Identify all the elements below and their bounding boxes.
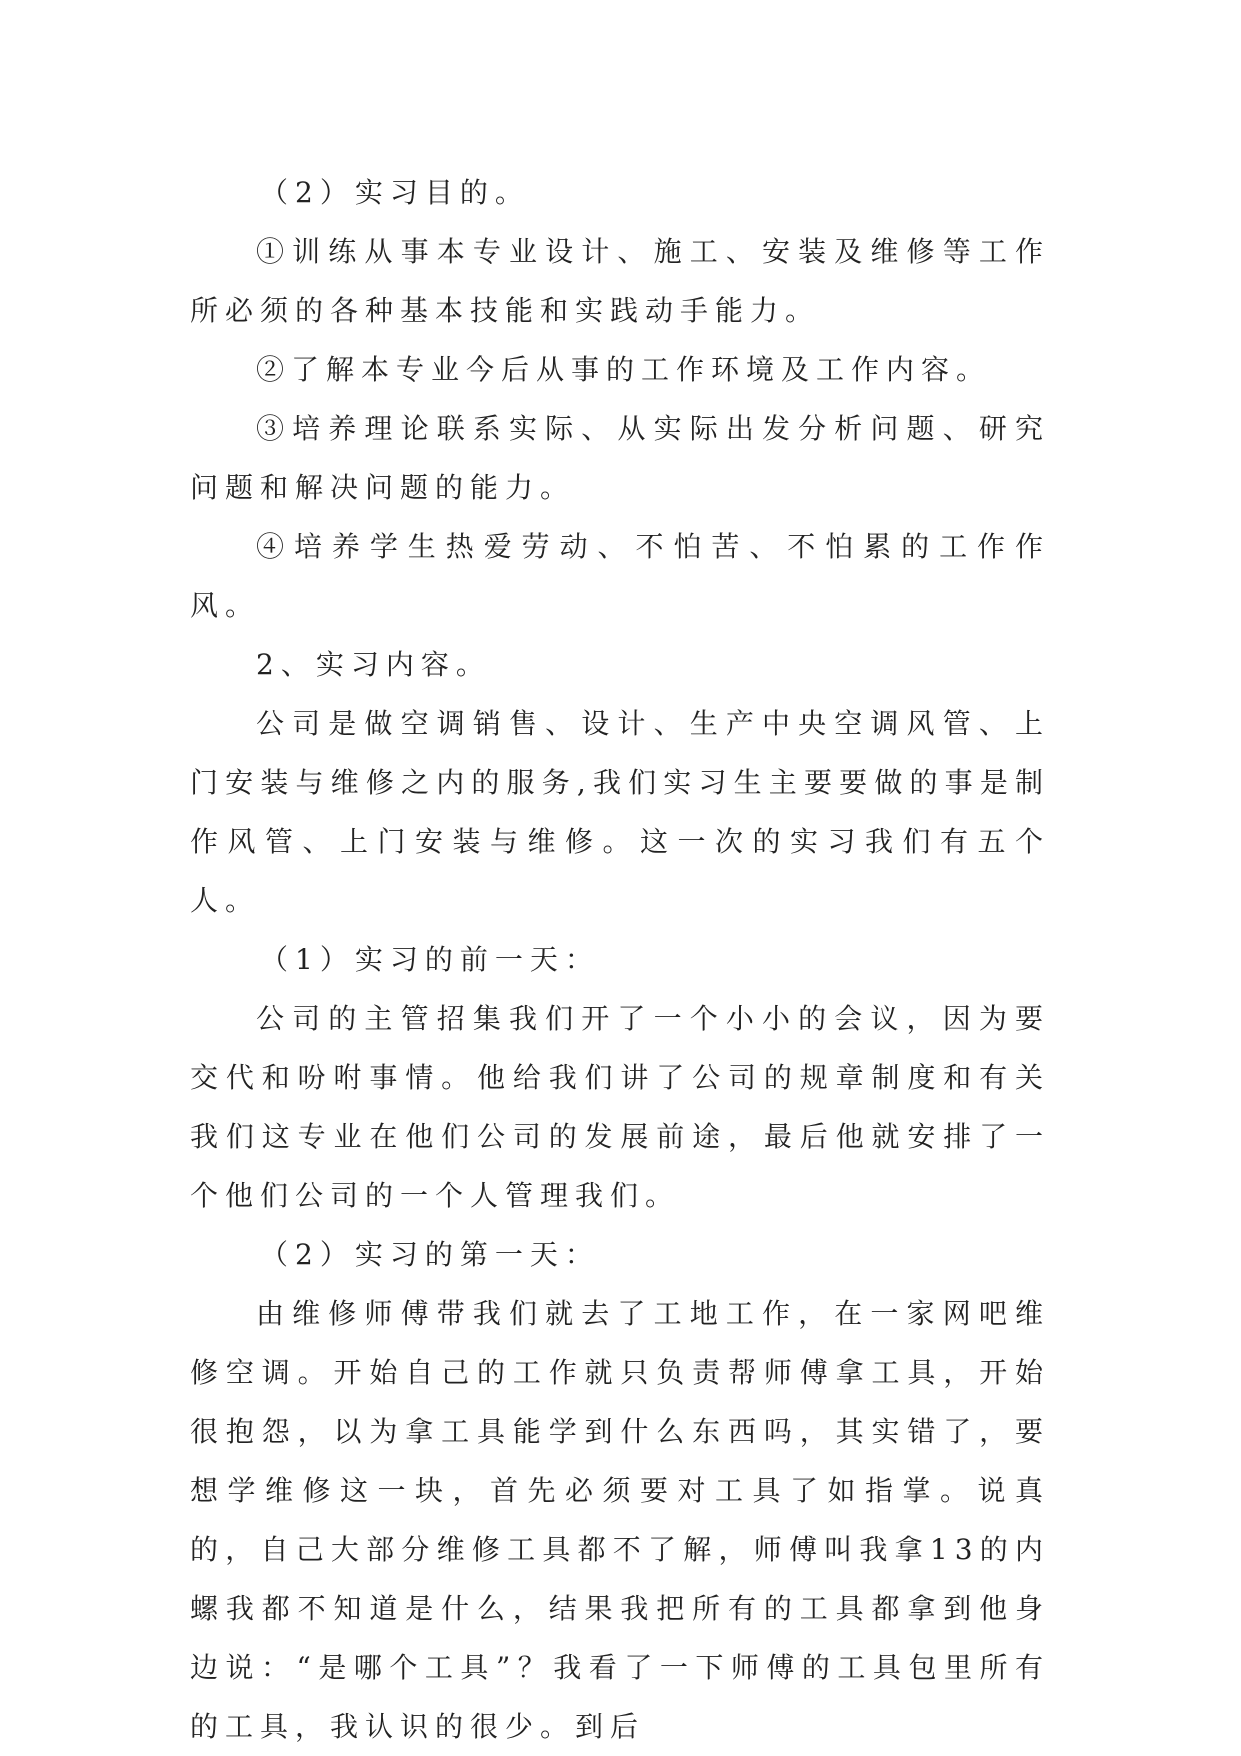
- paragraph-company-intro: 公司是做空调销售、设计、生产中央空调风管、上门安装与维修之内的服务,我们实习生主要要做的事是制作风管、上门安装与维修。这一次的实习我们有五个人。: [190, 707, 1050, 917]
- section-heading-day-before: （1）实习的前一天：: [260, 943, 600, 976]
- section-heading-content: 2、实习内容。: [256, 648, 491, 681]
- paragraph-purpose-3: ③培养理论联系实际、从实际出发分析问题、研究问题和解决问题的能力。: [190, 412, 1050, 504]
- section-heading-first-day: （2）实习的第一天：: [260, 1238, 600, 1271]
- document-body: [190, 163, 1050, 1756]
- paragraph-purpose-2: ②了解本专业今后从事的工作环境及工作内容。: [256, 353, 992, 386]
- paragraph-purpose-1: ①训练从事本专业设计、施工、安装及维修等工作所必须的各种基本技能和实践动手能力。: [190, 235, 1050, 327]
- paragraph-purpose-4: ④培养学生热爱劳动、不怕苦、不怕累的工作作风。: [190, 530, 1050, 622]
- paragraph-day-before: 公司的主管招集我们开了一个小小的会议，因为要交代和吩咐事情。他给我们讲了公司的规章制度和有关我们这专业在他们公司的发展前途，最后他就安排了一个他们公司的一个人管理我们。: [190, 1002, 1050, 1212]
- section-heading-purpose: （2）实习目的。: [260, 176, 530, 209]
- paragraph-first-day: 由维修师傅带我们就去了工地工作，在一家网吧维修空调。开始自己的工作就只负责帮师傅拿工具，开始很抱怨，以为拿工具能学到什么东西吗，其实错了，要想学维修这一块，首先必须要对工具了如指掌。说真的，自己大部分维修工具都不了解，师傅叫我拿13的内螺我都不知道是什么，结果我把所有的工具都拿到他身边说：“是哪个工具”？我看了一下师傅的工具包里所有的工具，我认识的很少。到后: [190, 1297, 1050, 1743]
